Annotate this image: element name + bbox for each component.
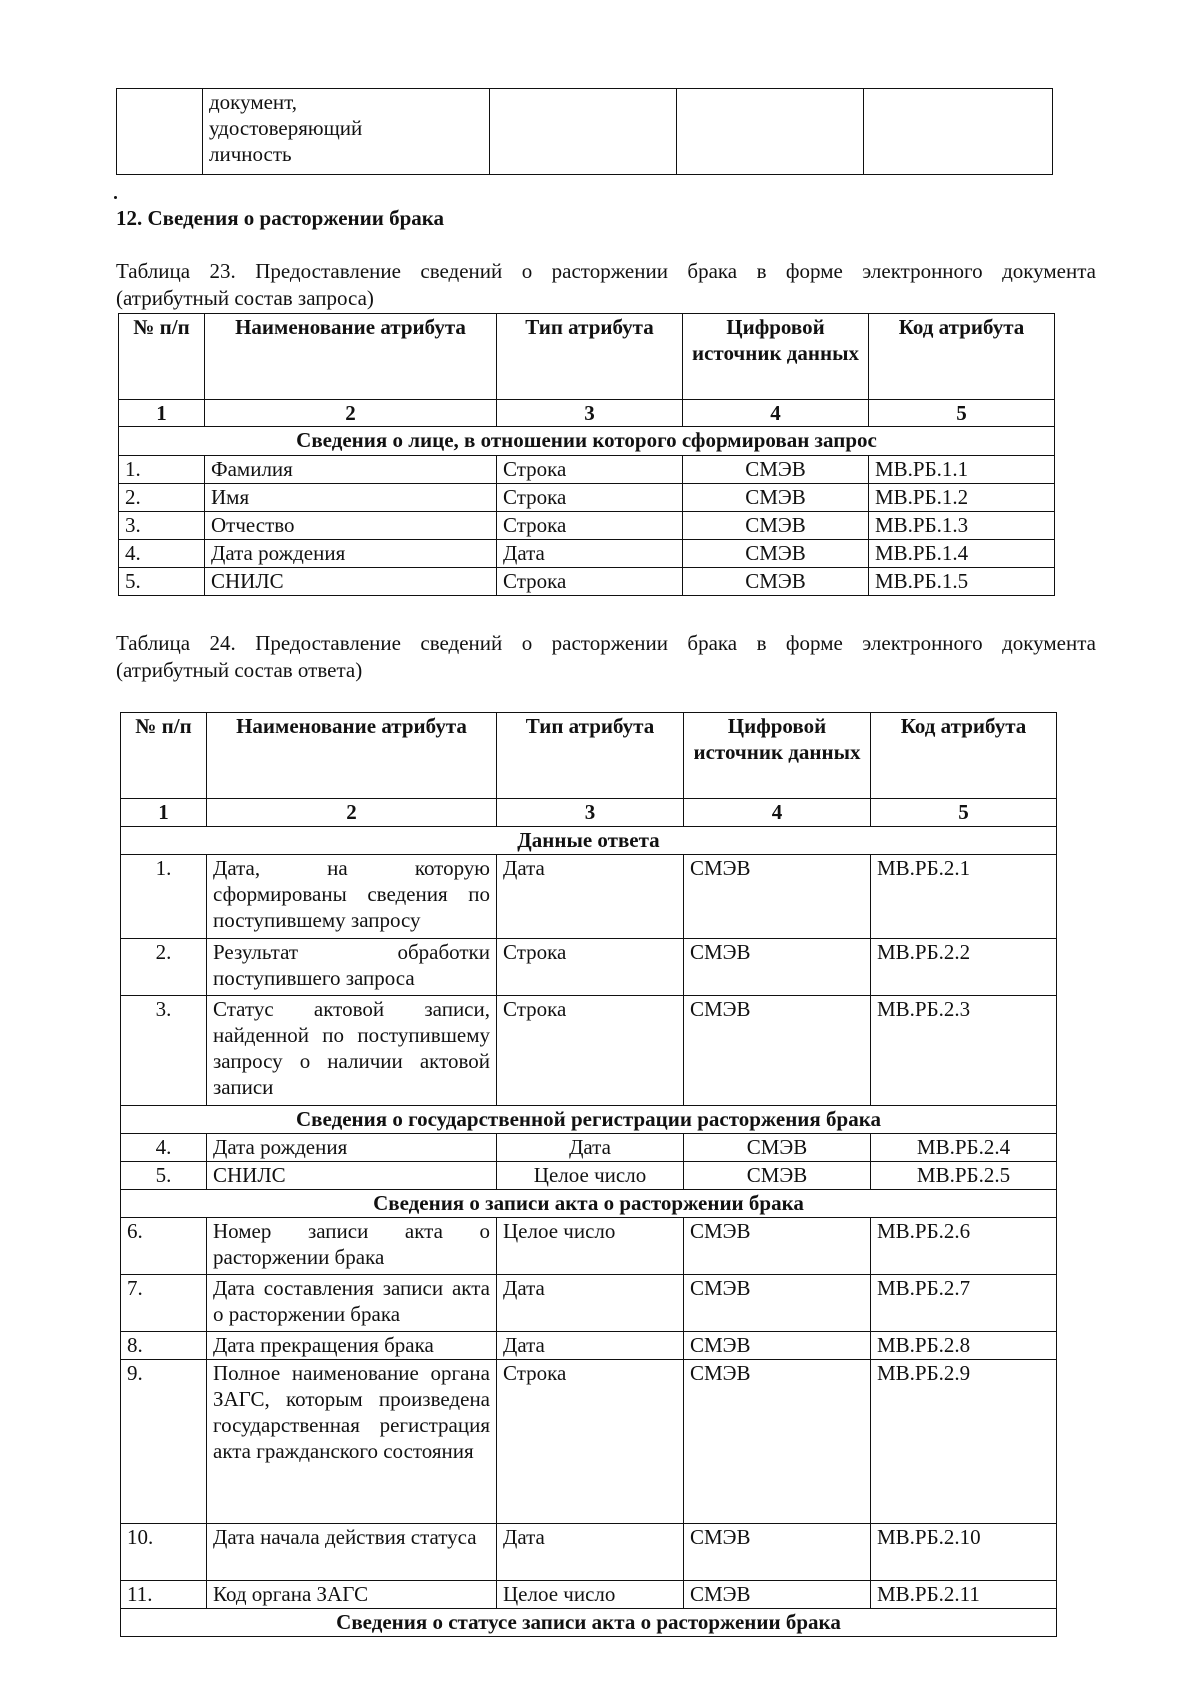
- attribute-code: МВ.РБ.2.11: [871, 1581, 1057, 1609]
- header-cell: Тип атрибута: [497, 713, 684, 799]
- column-number-row: [119, 400, 1055, 427]
- column-number: 3: [497, 799, 684, 827]
- caption-line: (атрибутный состав ответа): [116, 658, 363, 682]
- table-row: [119, 568, 1055, 596]
- section-row: Сведения о лице, в отношении которого сформирован запрос: [119, 427, 1055, 456]
- table-cell: [490, 89, 677, 175]
- attribute-type: Целое число: [497, 1218, 684, 1275]
- attribute-type: Строка: [497, 512, 683, 540]
- table-cell: [864, 89, 1053, 175]
- column-number-row: [121, 799, 1057, 827]
- column-number: 3: [497, 400, 683, 427]
- attribute-type: Строка: [497, 1360, 684, 1524]
- table-header-row: [121, 713, 1057, 799]
- table-row: [121, 1162, 1057, 1190]
- attribute-code: МВ.РБ.2.9: [871, 1360, 1057, 1524]
- table-row: [119, 456, 1055, 484]
- attribute-name: Дата, на которую сформированы сведения по поступившему запросу: [207, 855, 497, 939]
- continuation-table: [116, 88, 1053, 175]
- attribute-name: Отчество: [205, 512, 497, 540]
- attribute-source: СМЭВ: [684, 996, 871, 1106]
- section-heading: 12. Сведения о расторжении брака: [116, 206, 445, 230]
- table-row: [121, 1218, 1057, 1275]
- header-cell: Код атрибута: [871, 713, 1057, 799]
- attribute-code: МВ.РБ.2.8: [871, 1332, 1057, 1360]
- attribute-code: МВ.РБ.1.1: [869, 456, 1055, 484]
- column-number: 2: [207, 799, 497, 827]
- table-cell: [117, 89, 203, 175]
- attribute-source: СМЭВ: [683, 540, 869, 568]
- attribute-source: СМЭВ: [683, 484, 869, 512]
- row-number: 10.: [121, 1524, 207, 1581]
- attribute-name: Фамилия: [205, 456, 497, 484]
- attribute-type: Целое число: [497, 1162, 684, 1190]
- cell-line: удостоверяющий: [209, 116, 363, 140]
- row-number: 9.: [121, 1360, 207, 1524]
- attribute-code: МВ.РБ.2.6: [871, 1218, 1057, 1275]
- attribute-name: Код органа ЗАГС: [207, 1581, 497, 1609]
- attribute-type: Строка: [497, 456, 683, 484]
- row-number: 5.: [121, 1162, 207, 1190]
- attribute-code: МВ.РБ.1.2: [869, 484, 1055, 512]
- table-row: [119, 512, 1055, 540]
- caption-line: Таблица 23. Предоставление сведений о расторжении брака в форме электронного документа: [116, 259, 1096, 283]
- section-row: Сведения о статусе записи акта о расторжении брака: [121, 1609, 1057, 1637]
- table-row: [121, 855, 1057, 939]
- column-number: 4: [684, 799, 871, 827]
- cell-line: личность: [209, 142, 292, 166]
- table-caption: [116, 258, 1096, 312]
- attribute-source: СМЭВ: [684, 1218, 871, 1275]
- attribute-code: МВ.РБ.2.1: [871, 855, 1057, 939]
- attribute-source: СМЭВ: [684, 1134, 871, 1162]
- attribute-source: СМЭВ: [684, 939, 871, 996]
- attribute-code: МВ.РБ.2.7: [871, 1275, 1057, 1332]
- row-number: 2.: [119, 484, 205, 512]
- attribute-type: Дата: [497, 1134, 684, 1162]
- row-number: 6.: [121, 1218, 207, 1275]
- column-number: 2: [205, 400, 497, 427]
- attribute-name: Статус актовой записи, найденной по поступившему запросу о наличии актовой записи: [207, 996, 497, 1106]
- row-number: 3.: [119, 512, 205, 540]
- row-number: 2.: [121, 939, 207, 996]
- table-row: [121, 1134, 1057, 1162]
- attribute-code: МВ.РБ.2.3: [871, 996, 1057, 1106]
- table-caption: [116, 630, 1096, 684]
- bullet-dot: [114, 196, 117, 199]
- header-cell: Тип атрибута: [497, 314, 683, 400]
- attribute-name: Имя: [205, 484, 497, 512]
- column-number: 5: [871, 799, 1057, 827]
- row-number: 4.: [121, 1134, 207, 1162]
- attribute-name: Дата рождения: [205, 540, 497, 568]
- table-row: [121, 1275, 1057, 1332]
- attribute-source: СМЭВ: [683, 512, 869, 540]
- section-row: Данные ответа: [121, 827, 1057, 855]
- section-row: Сведения о государственной регистрации расторжения брака: [121, 1106, 1057, 1134]
- attribute-source: СМЭВ: [683, 456, 869, 484]
- attribute-type: Целое число: [497, 1581, 684, 1609]
- row-number: 11.: [121, 1581, 207, 1609]
- table-row: [119, 540, 1055, 568]
- header-cell: Цифровой источник данных: [683, 314, 869, 400]
- row-number: 5.: [119, 568, 205, 596]
- table-row: [121, 1581, 1057, 1609]
- header-cell: Цифровой источник данных: [684, 713, 871, 799]
- attribute-type: Дата: [497, 1524, 684, 1581]
- column-number: 5: [869, 400, 1055, 427]
- table-row: [119, 484, 1055, 512]
- attribute-source: СМЭВ: [683, 568, 869, 596]
- attribute-name: Дата составления записи акта о расторжении брака: [207, 1275, 497, 1332]
- table-24: [120, 712, 1057, 1637]
- row-number: 1.: [121, 855, 207, 939]
- section-row: Сведения о записи акта о расторжении брака: [121, 1190, 1057, 1218]
- column-number: 1: [119, 400, 205, 427]
- table-row: [121, 996, 1057, 1106]
- attribute-type: Строка: [497, 568, 683, 596]
- attribute-code: МВ.РБ.2.2: [871, 939, 1057, 996]
- attribute-source: СМЭВ: [684, 1162, 871, 1190]
- attribute-code: МВ.РБ.2.5: [871, 1162, 1057, 1190]
- attribute-source: СМЭВ: [684, 1581, 871, 1609]
- attribute-source: СМЭВ: [684, 1332, 871, 1360]
- column-number: 1: [121, 799, 207, 827]
- attribute-source: СМЭВ: [684, 855, 871, 939]
- row-number: 3.: [121, 996, 207, 1106]
- attribute-code: МВ.РБ.2.4: [871, 1134, 1057, 1162]
- attribute-name: Дата начала действия статуса: [207, 1524, 497, 1581]
- attribute-type: Строка: [497, 939, 684, 996]
- attribute-source: СМЭВ: [684, 1360, 871, 1524]
- attribute-name: Дата прекращения брака: [207, 1332, 497, 1360]
- attribute-code: МВ.РБ.1.3: [869, 512, 1055, 540]
- row-number: 8.: [121, 1332, 207, 1360]
- header-cell: Код атрибута: [869, 314, 1055, 400]
- table-row: [121, 1524, 1057, 1581]
- table-23: [118, 313, 1055, 596]
- row-number: 1.: [119, 456, 205, 484]
- attribute-name: Полное наименование органа ЗАГС, которым произведена государственная регистрация акта гражданского состояния: [207, 1360, 497, 1524]
- attribute-name: Результат обработки поступившего запроса: [207, 939, 497, 996]
- attribute-type: Дата: [497, 855, 684, 939]
- header-cell: Наименование атрибута: [207, 713, 497, 799]
- table-cell: [203, 89, 490, 175]
- attribute-type: Дата: [497, 540, 683, 568]
- cell-line: документ,: [209, 90, 298, 114]
- row-number: 7.: [121, 1275, 207, 1332]
- table-row: [121, 1332, 1057, 1360]
- attribute-name: Дата рождения: [207, 1134, 497, 1162]
- header-cell: № п/п: [119, 314, 205, 400]
- header-cell: Наименование атрибута: [205, 314, 497, 400]
- row-number: 4.: [119, 540, 205, 568]
- attribute-code: МВ.РБ.2.10: [871, 1524, 1057, 1581]
- table-header-row: [119, 314, 1055, 400]
- attribute-source: СМЭВ: [684, 1524, 871, 1581]
- table-row: [121, 939, 1057, 996]
- column-number: 4: [683, 400, 869, 427]
- attribute-name: СНИЛС: [205, 568, 497, 596]
- attribute-type: Строка: [497, 484, 683, 512]
- caption-line: Таблица 24. Предоставление сведений о расторжении брака в форме электронного документа: [116, 631, 1096, 655]
- attribute-type: Дата: [497, 1275, 684, 1332]
- table-row: [121, 1360, 1057, 1524]
- attribute-name: Номер записи акта о расторжении брака: [207, 1218, 497, 1275]
- attribute-source: СМЭВ: [684, 1275, 871, 1332]
- attribute-code: МВ.РБ.1.5: [869, 568, 1055, 596]
- table-cell: [677, 89, 864, 175]
- caption-line: (атрибутный состав запроса): [116, 286, 374, 310]
- attribute-code: МВ.РБ.1.4: [869, 540, 1055, 568]
- attribute-type: Дата: [497, 1332, 684, 1360]
- attribute-name: СНИЛС: [207, 1162, 497, 1190]
- attribute-type: Строка: [497, 996, 684, 1106]
- header-cell: № п/п: [121, 713, 207, 799]
